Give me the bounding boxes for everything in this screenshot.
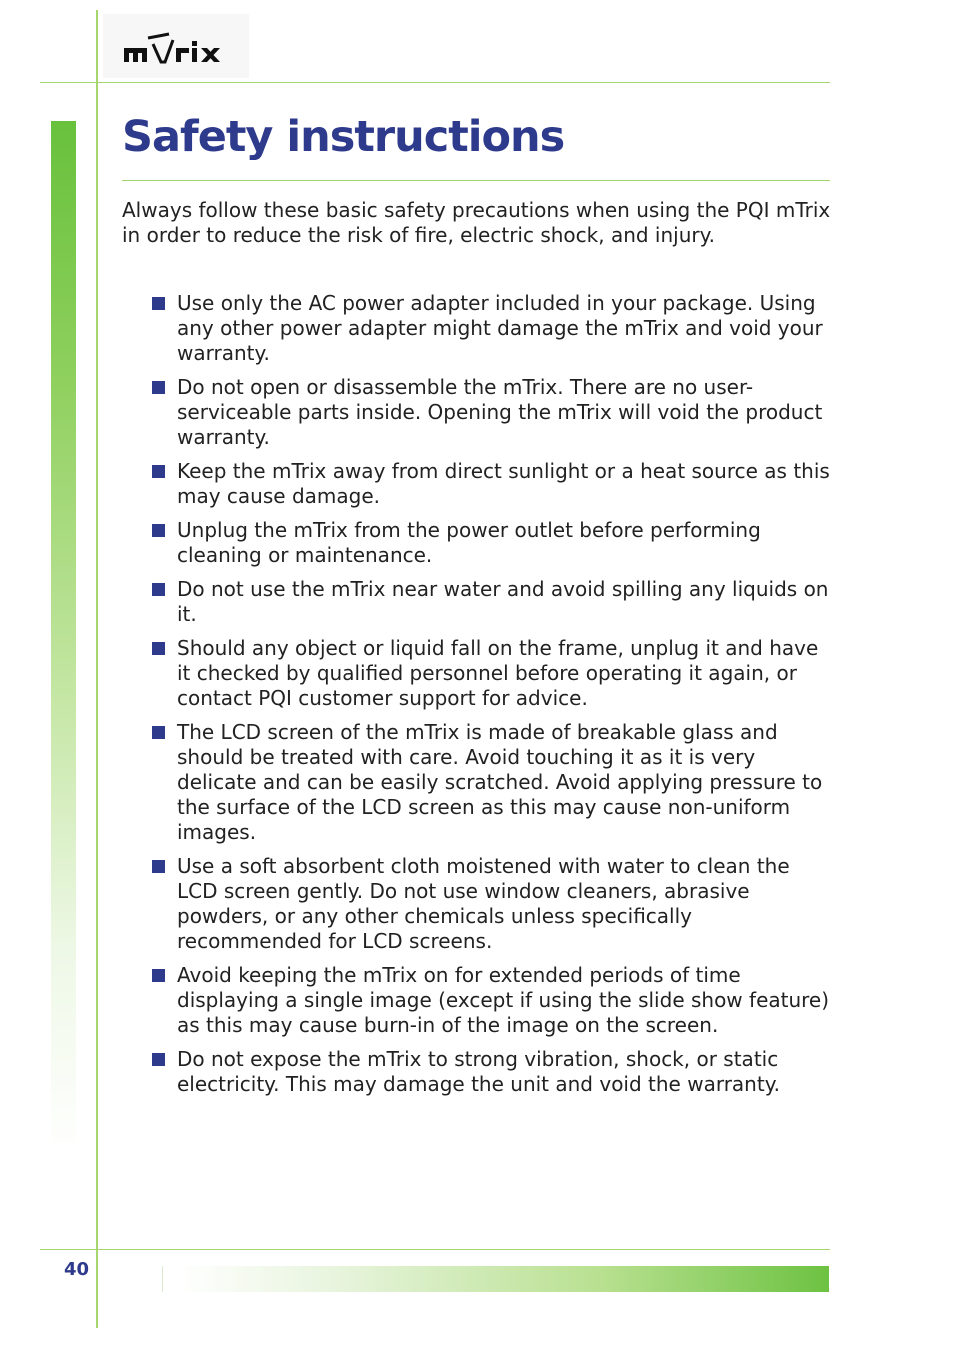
square-bullet-icon <box>152 726 165 739</box>
list-item <box>150 1047 830 1097</box>
left-margin-rule <box>96 10 98 1328</box>
list-item-text: Avoid keeping the mTrix on for extended periods of time displaying a single image (except if using the slide show feature) as this may cause burn-in of the image on the screen. <box>177 963 830 1037</box>
title-rule <box>122 180 830 181</box>
list-item-text: Use only the AC power adapter included in your package. Using any other power adapter might damage the mTrix and void your warranty. <box>177 291 823 365</box>
list-item <box>150 518 830 568</box>
list-item-text: Do not use the mTrix near water and avoid spilling any liquids on it. <box>177 577 829 626</box>
list-item <box>150 636 830 711</box>
square-bullet-icon <box>152 860 165 873</box>
mtrix-logo <box>103 14 249 78</box>
list-item-text: Do not expose the mTrix to strong vibration, shock, or static electricity. This may damage the unit and void the warranty. <box>177 1047 781 1096</box>
square-bullet-icon <box>152 465 165 478</box>
list-item <box>150 963 830 1038</box>
sidebar-accent-bar <box>51 121 76 1156</box>
square-bullet-icon <box>152 583 165 596</box>
list-item <box>150 577 830 627</box>
list-item <box>150 720 830 845</box>
list-item-text: Use a soft absorbent cloth moistened with water to clean the LCD screen gently. Do not use window cleaners, abrasive powders, or any other chemicals unless specifically recommended for LCD screens. <box>177 854 790 953</box>
list-item <box>150 854 830 954</box>
list-item-text: Unplug the mTrix from the power outlet before performing cleaning or maintenance. <box>177 518 761 567</box>
footer-accent-bar <box>178 1266 829 1292</box>
list-item-text: The LCD screen of the mTrix is made of breakable glass and should be treated with care. Avoid touching it as it is very delicate and can be easily scratched. Avoid applying pressure to the surface of the LCD screen as this may cause non-uniform images. <box>177 720 823 844</box>
safety-list <box>150 291 830 1106</box>
square-bullet-icon <box>152 642 165 655</box>
header-rule <box>40 82 830 83</box>
square-bullet-icon <box>152 524 165 537</box>
page-number: 40 <box>64 1259 90 1280</box>
page-title: Safety instructions <box>122 112 565 162</box>
list-item <box>150 375 830 450</box>
list-item-text: Should any object or liquid fall on the frame, unplug it and have it checked by qualified personnel before operating it again, or contact PQI customer support for advice. <box>177 636 819 710</box>
square-bullet-icon <box>152 381 165 394</box>
intro-paragraph: Always follow these basic safety precautions when using the PQI mTrix in order to reduce the risk of fire, electric shock, and injury. <box>122 198 831 247</box>
list-item-text: Keep the mTrix away from direct sunlight or a heat source as this may cause damage. <box>177 459 830 508</box>
list-item-text: Do not open or disassemble the mTrix. There are no user-serviceable parts inside. Opening the mTrix will void the product warranty. <box>177 375 823 449</box>
footer-divider <box>162 1266 163 1292</box>
list-item <box>150 291 830 366</box>
square-bullet-icon <box>152 297 165 310</box>
square-bullet-icon <box>152 969 165 982</box>
footer-rule <box>40 1249 830 1250</box>
square-bullet-icon <box>152 1053 165 1066</box>
list-item <box>150 459 830 509</box>
